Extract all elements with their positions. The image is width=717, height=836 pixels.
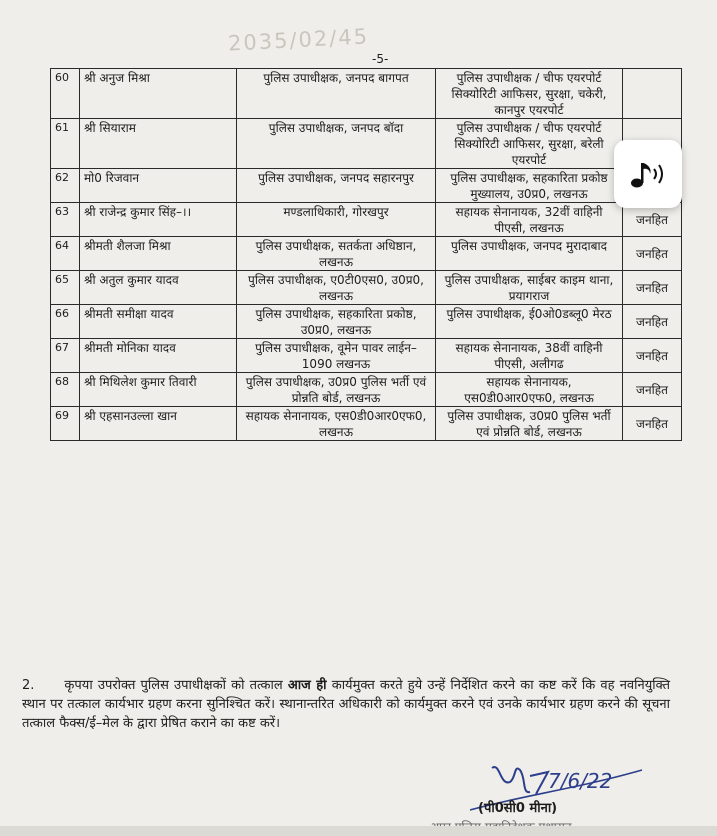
serial-number-cell: 63 — [51, 203, 80, 237]
page-number: -5- — [372, 52, 389, 66]
table-row — [51, 407, 682, 441]
officer-name-cell: श्री अतुल कुमार यादव — [80, 271, 237, 305]
audio-play-button[interactable] — [614, 140, 682, 208]
transfer-table — [50, 68, 682, 441]
table-row — [51, 237, 682, 271]
current-posting-cell: पुलिस उपाधीक्षक, जनपद बॉदा — [237, 119, 436, 169]
serial-number-cell: 67 — [51, 339, 80, 373]
remark-cell: जनहित — [623, 271, 682, 305]
paragraph-bold-text: आज ही — [287, 678, 327, 693]
table-row — [51, 169, 682, 203]
current-posting-cell: मण्डलाधिकारी, गोरखपुर — [237, 203, 436, 237]
table-row — [51, 119, 682, 169]
new-posting-cell: पुलिस उपाधीक्षक / चीफ एयरपोर्ट सिक्योरिटी आफिसर, सुरक्षा, बरेली एयरपोर्ट — [436, 119, 623, 169]
current-posting-cell: पुलिस उपाधीक्षक, सहकारिता प्रकोष्ठ, उ0प्र0, लखनऊ — [237, 305, 436, 339]
table-row — [51, 69, 682, 119]
serial-number-cell: 62 — [51, 169, 80, 203]
serial-number-cell: 68 — [51, 373, 80, 407]
table-row — [51, 203, 682, 237]
remark-cell: जनहित — [623, 237, 682, 271]
serial-number-cell: 61 — [51, 119, 80, 169]
current-posting-cell: पुलिस उपाधीक्षक, जनपद सहारनपुर — [237, 169, 436, 203]
serial-number-cell: 65 — [51, 271, 80, 305]
new-posting-cell: पुलिस उपाधीक्षक, जनपद मुरादाबाद — [436, 237, 623, 271]
signature-date: 7/6/22 — [548, 769, 613, 793]
remark-cell — [623, 69, 682, 119]
table-row — [51, 271, 682, 305]
officer-name-cell: श्री सियाराम — [80, 119, 237, 169]
paragraph-text-end: कार्यमुक्त करते हुये उन्हें निर्देशित करने का कष्ट करें कि वह नवनियुक्ति स्थान पर तत्काल कार्यभार ग्रहण करना सुनिश्चित करें। स्थानान्तरित अधिकारी को कार्यमुक्त करने एवं उनके कार्यभार ग्रहण करने की सूचना तत्काल फैक्स/ई–मेल के द्वारा प्रेषित कराने का कष्ट करें। — [22, 678, 671, 731]
officer-name-cell: श्रीमती समीक्षा यादव — [80, 305, 237, 339]
table-row — [51, 305, 682, 339]
new-posting-cell: पुलिस उपाधीक्षक, उ0प्र0 पुलिस भर्ती एवं प्रोन्नति बोर्ड, लखनऊ — [436, 407, 623, 441]
new-posting-cell: पुलिस उपाधीक्षक, साईबर काइम थाना, प्रयागराज — [436, 271, 623, 305]
serial-number-cell: 60 — [51, 69, 80, 119]
page-bottom-edge — [0, 826, 717, 836]
serial-number-cell: 66 — [51, 305, 80, 339]
table-row — [51, 339, 682, 373]
officer-name-cell: श्री राजेन्द्र कुमार सिंह–।। — [80, 203, 237, 237]
serial-number-cell: 69 — [51, 407, 80, 441]
current-posting-cell: पुलिस उपाधीक्षक, उ0प्र0 पुलिस भर्ती एवं प्रोन्नति बोर्ड, लखनऊ — [237, 373, 436, 407]
table-row — [51, 373, 682, 407]
serial-number-cell: 64 — [51, 237, 80, 271]
new-posting-cell: पुलिस उपाधीक्षक, ई0ओ0डब्लू0 मेरठ — [436, 305, 623, 339]
officer-name-cell: श्रीमती शैलजा मिश्रा — [80, 237, 237, 271]
remark-cell: जनहित — [623, 339, 682, 373]
officer-name-cell: श्री अनुज मिश्रा — [80, 69, 237, 119]
officer-name-cell: मो0 रिजवान — [80, 169, 237, 203]
paragraph-text-start: कृपया उपरोक्त पुलिस उपाधीक्षकों को तत्काल — [64, 678, 288, 693]
instruction-paragraph — [22, 676, 670, 733]
current-posting-cell: सहायक सेनानायक, एस0डी0आर0एफ0, लखनऊ — [237, 407, 436, 441]
current-posting-cell: पुलिस उपाधीक्षक, वूमेन पावर लाईन–1090 लखनऊ — [237, 339, 436, 373]
faint-reference-number: 2035/02/45 — [227, 24, 370, 56]
officer-name-cell: श्री मिथिलेश कुमार तिवारी — [80, 373, 237, 407]
remark-cell: जनहित — [623, 373, 682, 407]
new-posting-cell: सहायक सेनानायक, एस0डी0आर0एफ0, लखनऊ — [436, 373, 623, 407]
paragraph-number: 2. — [22, 678, 35, 693]
officer-name-cell: श्रीमती मोनिका यादव — [80, 339, 237, 373]
new-posting-cell: पुलिस उपाधीक्षक, सहकारिता प्रकोष्ठ मुख्यालय, उ0प्र0, लखनऊ — [436, 169, 623, 203]
audio-speaker-icon — [628, 159, 668, 189]
remark-cell: जनहित — [623, 407, 682, 441]
new-posting-cell: सहायक सेनानायक, 32वीं वाहिनी पीएसी, लखनऊ — [436, 203, 623, 237]
new-posting-cell: सहायक सेनानायक, 38वीं वाहिनी पीएसी, अलीगढ — [436, 339, 623, 373]
officer-name-cell: श्री एहसानउल्ला खान — [80, 407, 237, 441]
signatory-name: (पी0सी0 मीना) — [478, 801, 558, 816]
current-posting-cell: पुलिस उपाधीक्षक, सतर्कता अधिष्ठान, लखनऊ — [237, 237, 436, 271]
current-posting-cell: पुलिस उपाधीक्षक, जनपद बागपत — [237, 69, 436, 119]
remark-cell: जनहित — [623, 203, 682, 237]
remark-cell: जनहित — [623, 305, 682, 339]
new-posting-cell: पुलिस उपाधीक्षक / चीफ एयरपोर्ट सिक्योरिटी आफिसर, सुरक्षा, चकेरी, कानपुर एयरपोर्ट — [436, 69, 623, 119]
current-posting-cell: पुलिस उपाधीक्षक, ए0टी0एस0, उ0प्र0, लखनऊ — [237, 271, 436, 305]
